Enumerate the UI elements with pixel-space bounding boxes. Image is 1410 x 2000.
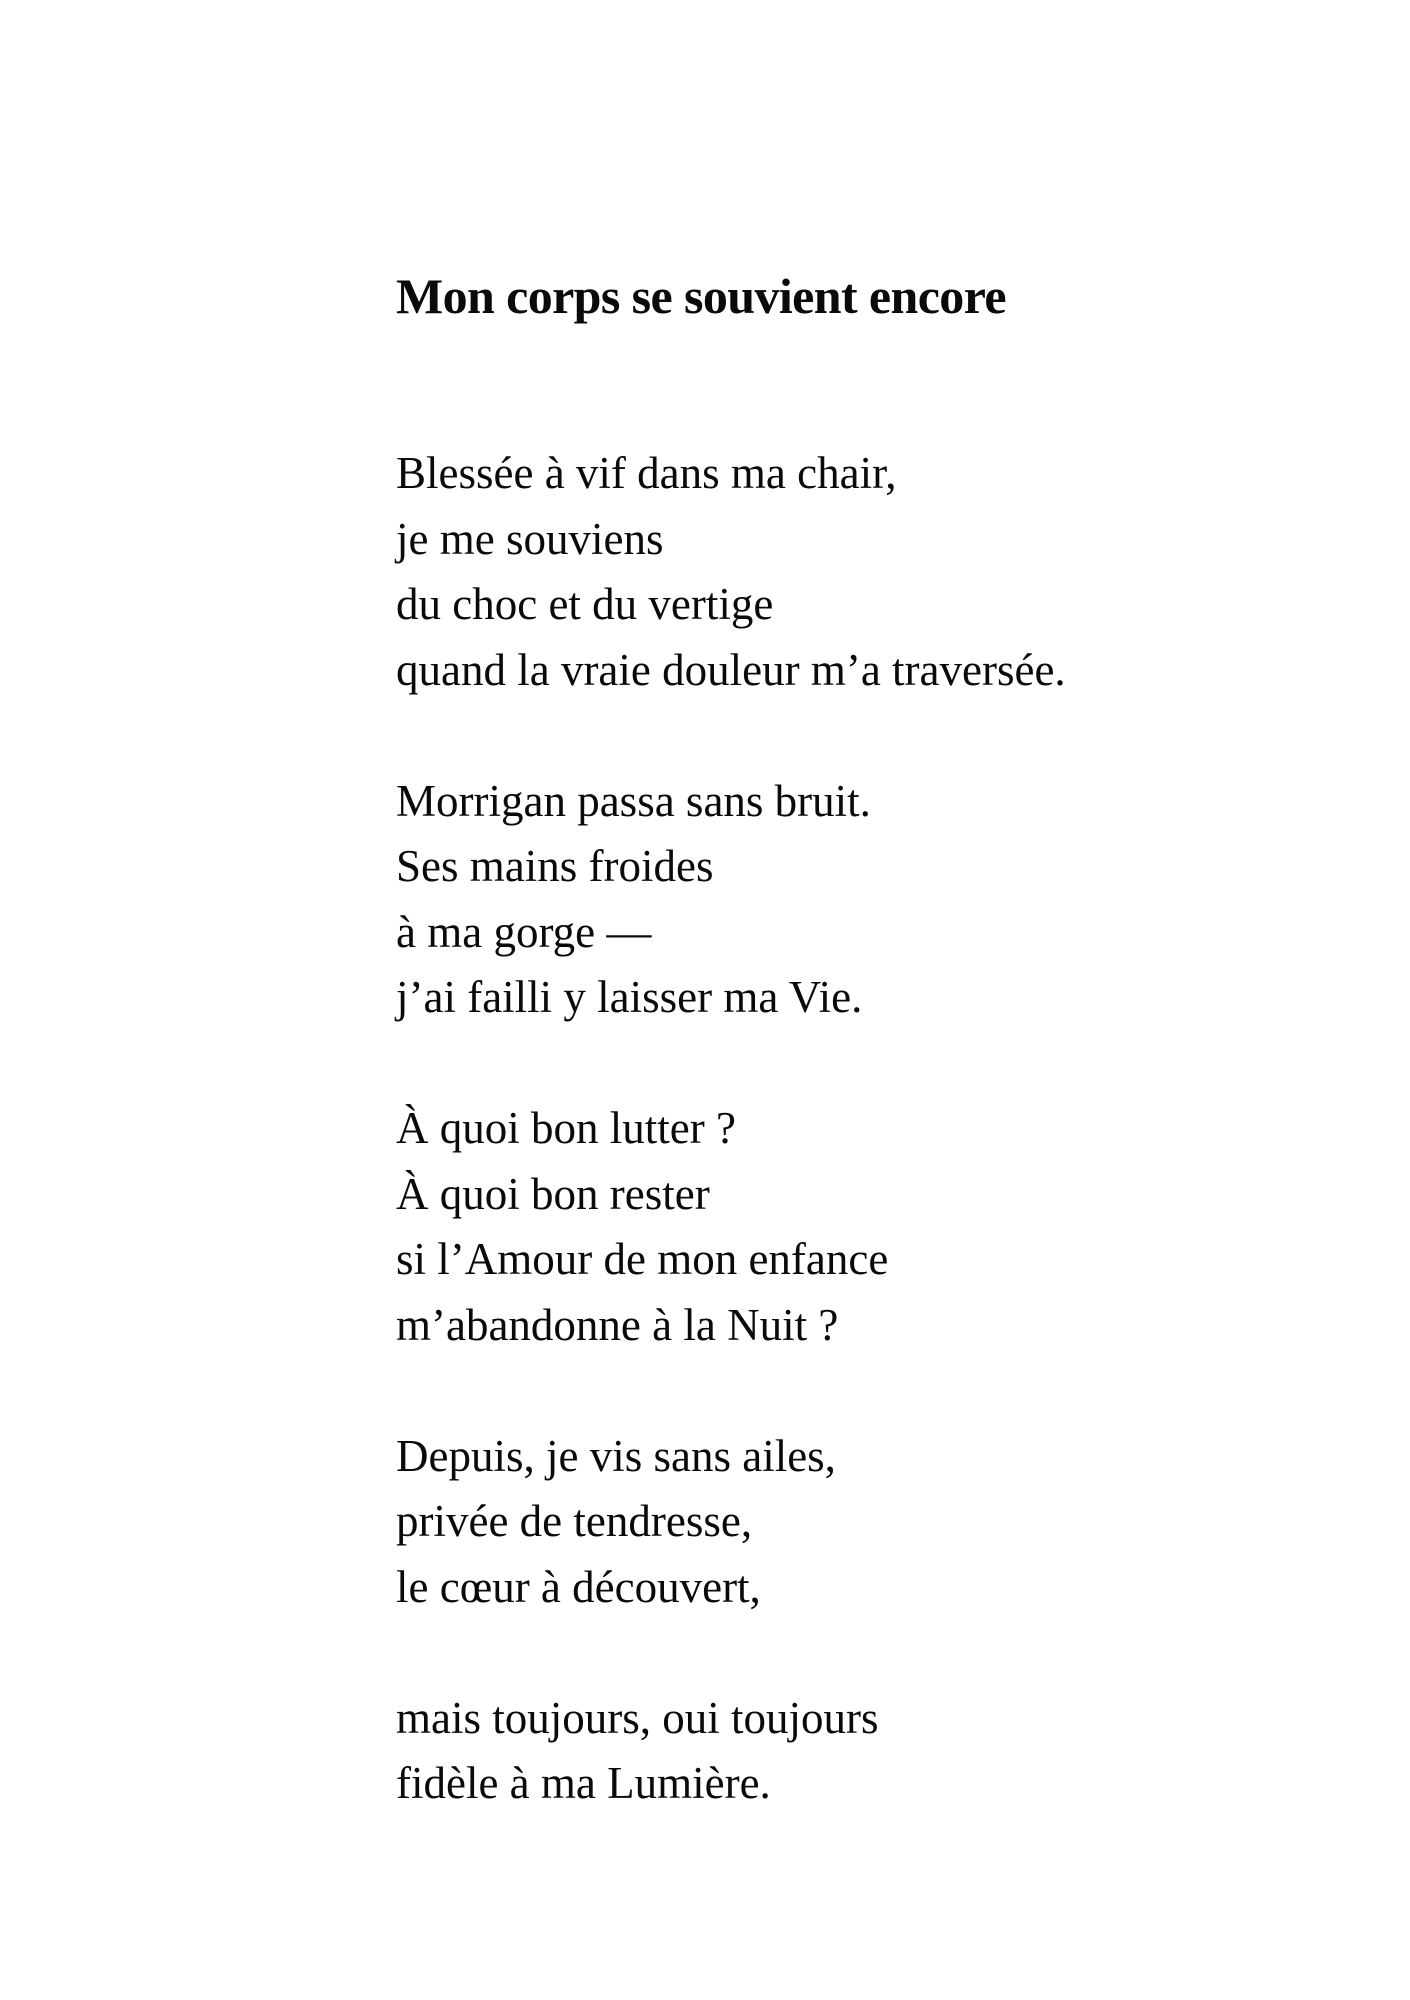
poem-line: privée de tendresse, [396, 1496, 753, 1546]
poem-line: fidèle à ma Lumière. [396, 1758, 771, 1808]
poem-line: quand la vraie douleur m’a traversée. [396, 644, 1066, 695]
poem-line: du choc et du vertige [396, 579, 774, 629]
stanza-4 [396, 1424, 1066, 1621]
poem-line: si l’Amour de mon enfance [396, 1234, 889, 1284]
poem-line: j’ai failli y laisser ma Vie. [396, 972, 863, 1022]
poem-body [396, 441, 1066, 1817]
poem-line: Blessée à vif dans ma chair, [396, 448, 897, 498]
stanza-5 [396, 1686, 1066, 1817]
poem-line: mais toujours, oui toujours [396, 1692, 879, 1743]
poem-line: le cœur à découvert, [396, 1561, 761, 1612]
poem-line: à ma gorge — [396, 906, 652, 957]
poem-line: À quoi bon rester [396, 1168, 710, 1219]
stanza-1 [396, 441, 1066, 703]
stanza-3 [396, 1096, 1066, 1358]
poem-line: je me souviens [396, 513, 664, 564]
poem-title: Mon corps se souvient encore [396, 268, 1006, 324]
poem-line: À quoi bon lutter ? [396, 1103, 736, 1153]
poem-line: m’abandonne à la Nuit ? [396, 1299, 839, 1350]
poem-line: Morrigan passa sans bruit. [396, 775, 871, 826]
poem-line: Ses mains froides [396, 841, 714, 891]
stanza-2 [396, 769, 1066, 1031]
poem-line: Depuis, je vis sans ailes, [396, 1430, 836, 1481]
